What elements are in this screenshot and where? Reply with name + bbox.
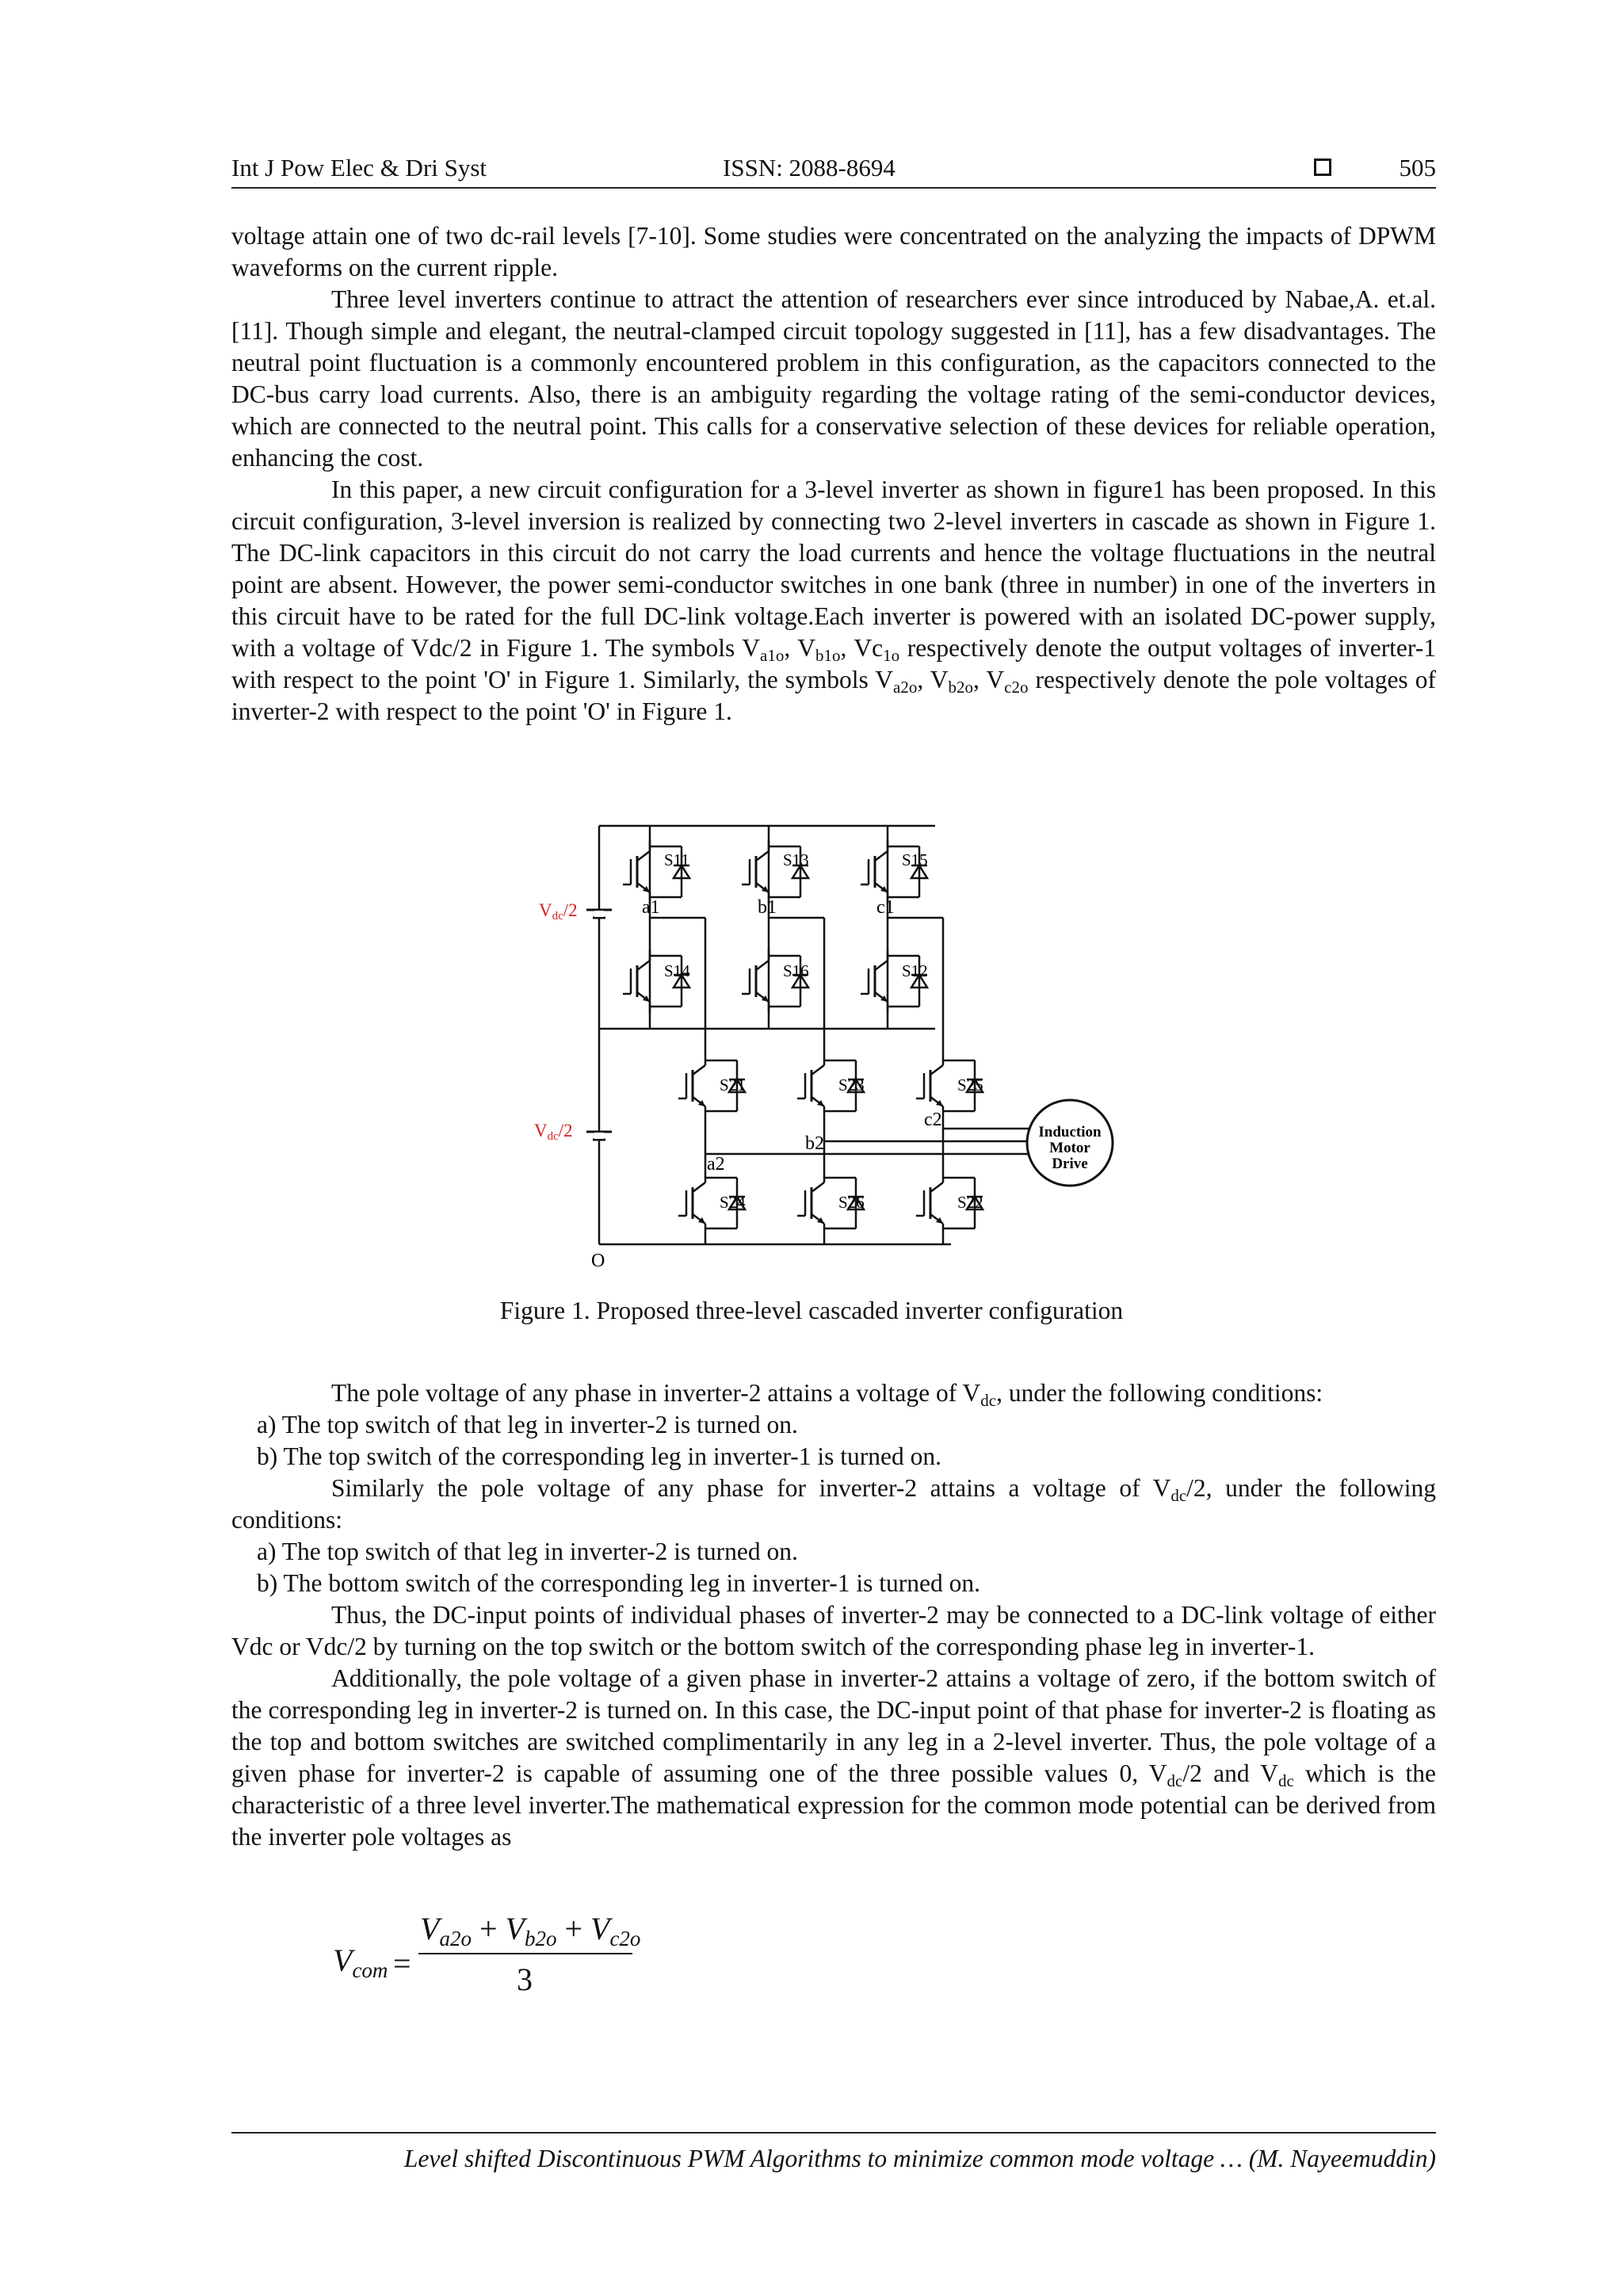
switch-label: S12 (902, 961, 928, 980)
node-label: b2 (805, 1133, 824, 1154)
equation-numerator: $V_{a2o} + V_{b2o} + V_{c2o}$ (420, 1911, 641, 1950)
node-label: b1 (758, 897, 777, 918)
list-item: b) The bottom switch of the corresponding leg in inverter-1 is turned on. (257, 1569, 980, 1597)
common-mode-equation (333, 1910, 666, 1997)
node-label: a1 (642, 897, 660, 918)
switch-label: S26 (838, 1193, 865, 1212)
point-o-label: O (591, 1251, 605, 1271)
node-label: c1 (876, 897, 895, 918)
fraction-bar (418, 1953, 632, 1954)
circuit-figure (523, 816, 1173, 1276)
switch-label: S25 (957, 1075, 983, 1095)
node-label: c2 (924, 1110, 942, 1130)
paragraph-2: Three level inverters continue to attract the attention of researchers ever since introduced by Nabae,A. et.al. [11]. Though simple and elegant, the neutral-clamped circuit topology suggested in [11], has a few disadvantages. The neutral point fluctuation is a commonly encountered problem in this configuration, as the capacitors connected to the DC-bus carry load currents. Also, there is an ambiguity regarding the voltage rating of the semi-conductor devices, which are connected to the neutral point. This calls for a conservative selection of these devices for reliable operation, enhancing the cost. (231, 285, 1436, 472)
paragraph-7: Additionally, the pole voltage of a given phase in inverter-2 attains a voltage of zero, if the bottom switch of the corresponding leg in inverter-2 is turned on. In this case, the DC-input point of that phase for inverter-2 is floating as the top and bottom switches are switched complimentarily in any leg in a 2-level inverter. Thus, the pole voltage of a given phase for inverter-2 is capable of assuming one of the three possible values 0, $V_{dc}/2$ and $V_{dc}$ which is the characteristic of a three level inverter.The mathematical expression for the common mode potential can be derived from the inverter pole voltages as (231, 1664, 1436, 1851)
equals-sign: = (393, 1946, 411, 1981)
equation-lhs: $V_{com}$ (333, 1943, 388, 1982)
paragraph-5: Similarly the pole voltage of any phase for inverter-2 attains a voltage of $V_{dc}/2$, under the following conditions: (231, 1474, 1436, 1534)
body-text-top (231, 220, 1436, 728)
page-number: 505 (1399, 154, 1436, 181)
paragraph-6: Thus, the DC-input points of individual phases of inverter-2 may be connected to a DC-link voltage of either Vdc or Vdc/2 by turning on the top switch or the bottom switch of the corresponding phase leg in inverter-1. (231, 1601, 1436, 1660)
node-label: a2 (707, 1154, 725, 1175)
journal-name: Int J Pow Elec & Dri Syst (231, 154, 487, 181)
inverter-circuit-diagram (523, 816, 1173, 1276)
paragraph-3: In this paper, a new circuit configuration for a 3-level inverter as shown in figure1 has been proposed. In this circuit configuration, 3-level inversion is realized by connecting two 2-level inverters in cascade as shown in Figure 1. The DC-link capacitors in this circuit do not carry the load currents and hence the voltage fluctuations in the neutral point are absent. However, the power semi-conductor switches in one bank (three in number) in one of the inverters in this circuit have to be rated for the full DC-link voltage.Each inverter is powered with an isolated DC-power supply, with a voltage of Vdc/2 in Figure 1. The symbols $V_{a1o}$, $V_{b1o}$, $Vc_{1o}$ respectively denote the output voltages of inverter-1 with respect to the point 'O' in Figure 1. Similarly, the symbols $V_{a2o}$, $V_{b2o}$, $V_{c2o}$ respectively denote the pole voltages of inverter-2 with respect to the point 'O' in Figure 1. (231, 476, 1437, 725)
paragraph-1: voltage attain one of two dc-rail levels [7-10]. Some studies were concentrated on the analyzing the impacts of DPWM waveforms on the current ripple. (231, 222, 1436, 281)
figure-caption: Figure 1. Proposed three-level cascaded inverter configuration (499, 1297, 1124, 1324)
switch-label: S14 (664, 961, 690, 980)
switch-label: S22 (957, 1193, 983, 1212)
switch-label: S15 (902, 850, 928, 869)
equation-denominator: 3 (517, 1962, 533, 1997)
motor-label: Induction (1038, 1124, 1102, 1140)
motor-label: Drive (1052, 1156, 1088, 1172)
vdc-label-2: Vdc/2 (534, 1121, 573, 1143)
list-item: b) The top switch of the corresponding leg in inverter-1 is turned on. (257, 1442, 941, 1470)
switch-label: S11 (664, 850, 689, 869)
switch-label: S24 (720, 1193, 746, 1212)
page-header (231, 152, 1436, 189)
vdc-label-1: Vdc/2 (539, 900, 578, 923)
switch-label: S16 (783, 961, 809, 980)
square-icon (1314, 159, 1331, 176)
body-text-bottom (231, 1377, 1436, 1853)
paragraph-4: The pole voltage of any phase in inverter-2 attains a voltage of $V_{dc}$, under the following conditions: (331, 1379, 1323, 1410)
switch-label: S21 (720, 1075, 746, 1095)
motor-label: Motor (1049, 1140, 1090, 1156)
issn: ISSN: 2088-8694 (723, 154, 896, 181)
switch-label: S23 (838, 1075, 865, 1095)
switch-label: S13 (783, 850, 809, 869)
list-item: a) The top switch of that leg in inverter-2 is turned on. (257, 1538, 798, 1565)
page-footer: Level shifted Discontinuous PWM Algorithms to minimize common mode voltage … (M. Nayeemuddin) (231, 2132, 1436, 2173)
list-item: a) The top switch of that leg in inverter-2 is turned on. (257, 1411, 798, 1438)
